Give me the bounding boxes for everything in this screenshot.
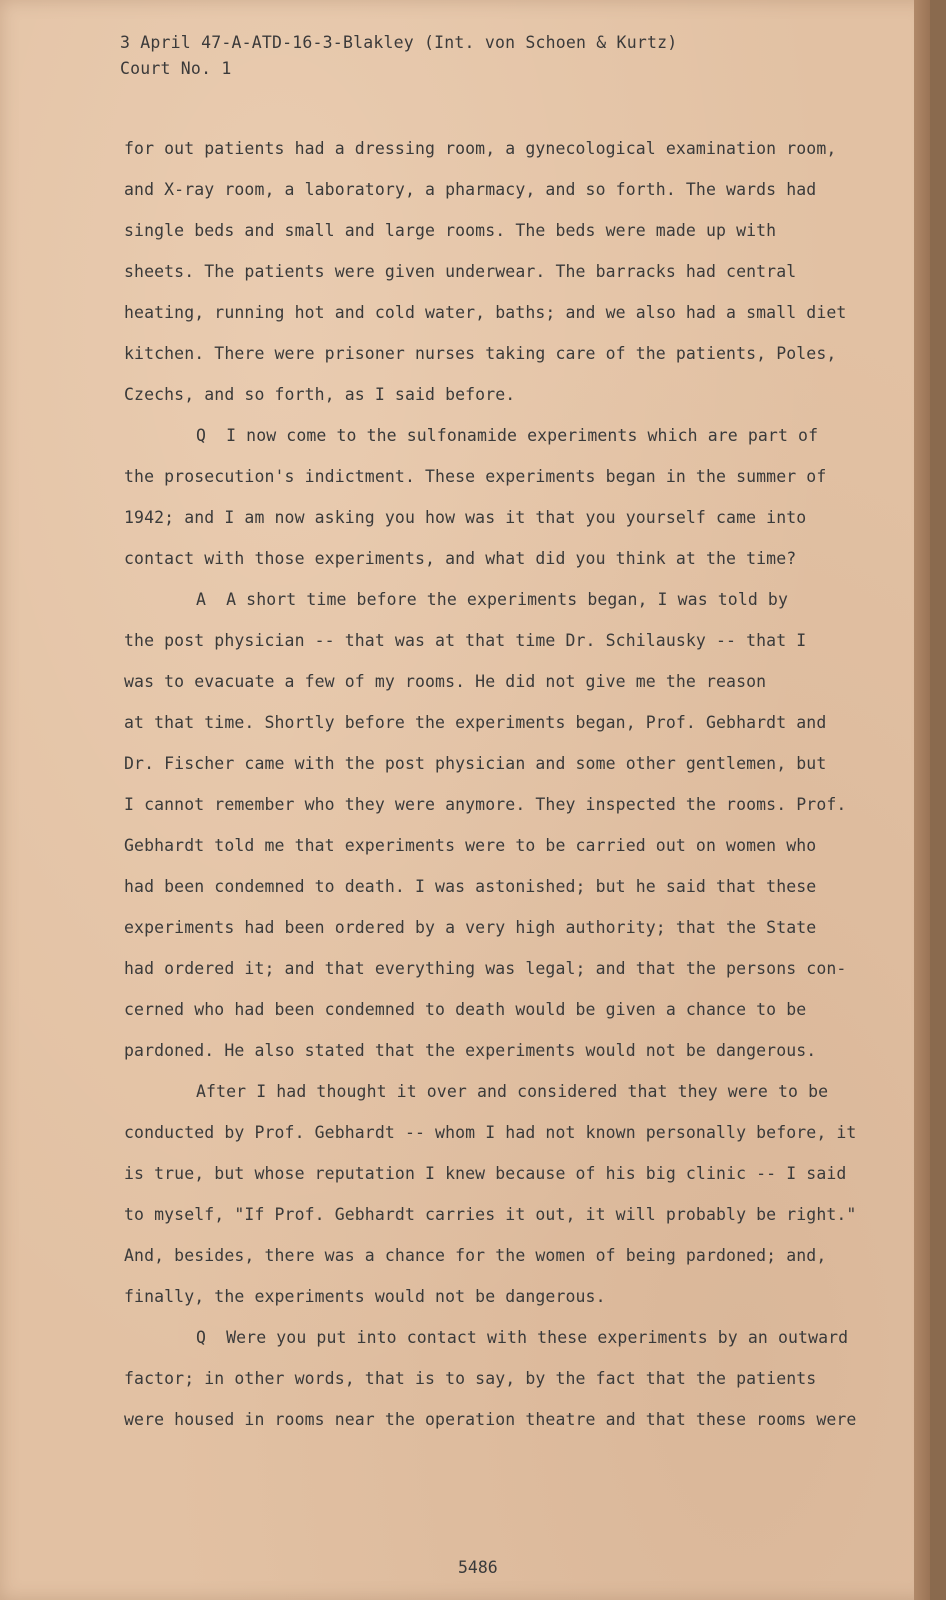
document-header [120, 30, 677, 82]
transcript-line: conducted by Prof. Gebhardt -- whom I had not known personally before, it [124, 1123, 857, 1142]
transcript-question-line: Q I now come to the sulfonamide experiments which are part of [196, 426, 819, 445]
transcript-line: Dr. Fischer came with the post physician and some other gentlemen, but [124, 754, 827, 773]
transcript-line: for out patients had a dressing room, a gynecological examination room, [124, 139, 837, 158]
transcript-line: And, besides, there was a chance for the women of being pardoned; and, [124, 1246, 827, 1265]
transcript-line: the prosecution's indictment. These experiments began in the summer of [124, 467, 827, 486]
transcript-paragraph-line: After I had thought it over and considered that they were to be [196, 1082, 829, 1101]
transcript-line: pardoned. He also stated that the experiments would not be dangerous. [124, 1041, 817, 1060]
transcript-line: cerned who had been condemned to death would be given a chance to be [124, 1000, 807, 1019]
transcript-answer-line: A A short time before the experiments began, I was told by [196, 590, 788, 609]
transcript-line: finally, the experiments would not be dangerous. [124, 1287, 606, 1306]
transcript-line: Gebhardt told me that experiments were to be carried out on women who [124, 836, 817, 855]
transcript-line: to myself, "If Prof. Gebhardt carries it out, it will probably be right." [124, 1205, 857, 1224]
transcript-line: single beds and small and large rooms. The beds were made up with [124, 221, 777, 240]
transcript-line: were housed in rooms near the operation theatre and that these rooms were [124, 1410, 857, 1429]
transcript-line: Czechs, and so forth, as I said before. [124, 385, 516, 404]
transcript-line: 1942; and I am now asking you how was it that you yourself came into [124, 508, 807, 527]
transcript-line: experiments had been ordered by a very high authority; that the State [124, 918, 817, 937]
transcript-line: factor; in other words, that is to say, by the fact that the patients [124, 1369, 817, 1388]
transcript-line: at that time. Shortly before the experiments began, Prof. Gebhardt and [124, 713, 827, 732]
page-edge [914, 0, 930, 1600]
transcript-line: contact with those experiments, and what did you think at the time? [124, 549, 797, 568]
transcript-line: kitchen. There were prisoner nurses taking care of the patients, Poles, [124, 344, 837, 363]
transcript-body [124, 128, 884, 1440]
transcript-question-line: Q Were you put into contact with these experiments by an outward [196, 1328, 849, 1347]
header-court-line: Court No. 1 [120, 59, 232, 78]
page-number: 5486 [458, 1558, 498, 1577]
transcript-line: sheets. The patients were given underwear. The barracks had central [124, 262, 797, 281]
transcript-line: heating, running hot and cold water, baths; and we also had a small diet [124, 303, 847, 322]
transcript-line: had ordered it; and that everything was legal; and that the persons con- [124, 959, 847, 978]
transcript-line: the post physician -- that was at that time Dr. Schilausky -- that I [124, 631, 807, 650]
transcript-line: was to evacuate a few of my rooms. He did not give me the reason [124, 672, 767, 691]
transcript-line: had been condemned to death. I was astonished; but he said that these [124, 877, 817, 896]
transcript-line: and X-ray room, a laboratory, a pharmacy, and so forth. The wards had [124, 180, 817, 199]
transcript-line: I cannot remember who they were anymore. They inspected the rooms. Prof. [124, 795, 847, 814]
header-reference-line: 3 April 47-A-ATD-16-3-Blakley (Int. von Schoen & Kurtz) [120, 33, 678, 52]
transcript-line: is true, but whose reputation I knew because of his big clinic -- I said [124, 1164, 847, 1183]
